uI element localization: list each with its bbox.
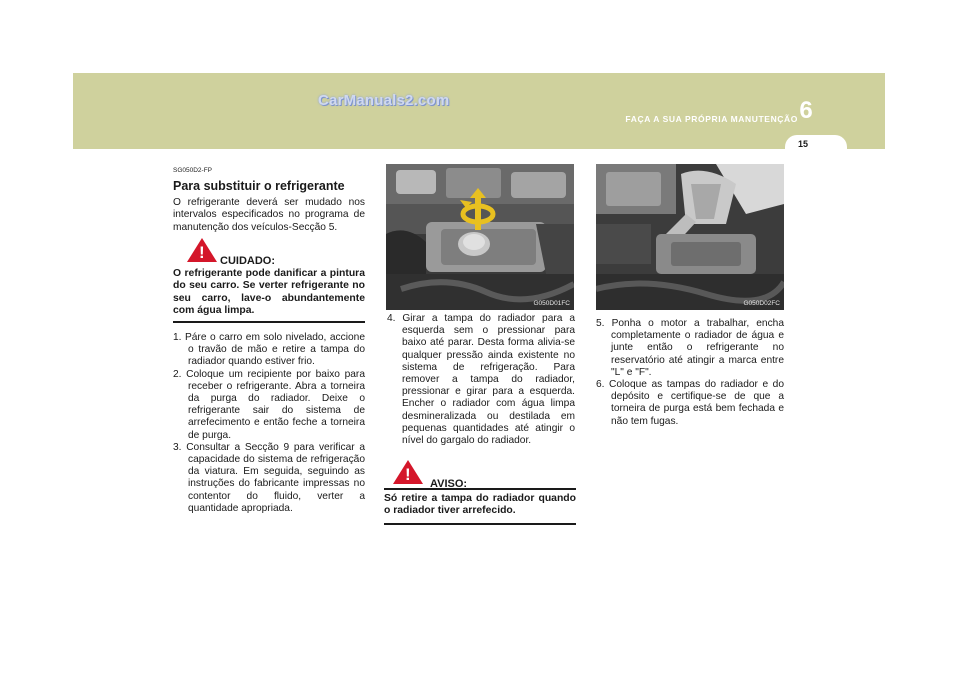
- middle-steps: [387, 313, 575, 447]
- page-number: 15: [797, 139, 808, 149]
- brand-watermark[interactable]: CarManuals2.com: [318, 92, 450, 109]
- left-column: [173, 165, 365, 234]
- step-item: 1. Páre o carro em solo nivelado, accione o travão de mão e retire a tampa do radiador quando estiver frio.: [173, 332, 365, 368]
- warning-label: AVISO:: [430, 478, 468, 490]
- step-item: 3. Consultar a Secção 9 para verificar a capacidade do sistema de refrigeração da viatura. Em seguida, seguindo as instruções do fabricante impressas no contentor do fluido, verter a quantidade apropriada.: [173, 441, 365, 514]
- image-code: G050D02FC: [743, 300, 780, 307]
- warning-header: [384, 458, 576, 490]
- section-title: FAÇA A SUA PRÓPRIA MANUTENÇÃO: [625, 114, 798, 124]
- steps-list: [387, 313, 575, 447]
- chapter-number: 6: [799, 97, 813, 124]
- step-item: 5. Ponha o motor a trabalhar, encha completamente o radiador de água e junte então o refrigerante no reservatório até atingir a marca entre "L" e "F".: [596, 318, 784, 378]
- steps-list: [596, 318, 784, 428]
- header-band: [73, 73, 885, 149]
- steps-list: [173, 332, 365, 515]
- image-code: G050D01FC: [533, 300, 570, 307]
- warning-text: Só retire a tampa do radiador quando o radiador tiver arrefecido.: [384, 493, 576, 525]
- caution-header: [173, 236, 365, 267]
- right-steps: [596, 318, 784, 428]
- warning-box: [384, 458, 576, 525]
- step-item: 4. Girar a tampa do radiador para a esquerda sem o pressionar para baixo até parar. Desta forma alivia-se qualquer pressão ainda existente no sistema de refrigeração. Para remover a tampa do radiador, pressionar e girar para a esquerda. Encher o radiador com água limpa desmineralizada ou destilada em pequenas quantidades até atingir o nível do gargalo do radiador.: [387, 313, 575, 447]
- intro-paragraph: O refrigerante deverá ser mudado nos intervalos especificados no programa de manutenção dos veículos-Secção 5.: [173, 197, 365, 233]
- step-item: 2. Coloque um recipiente por baixo para receber o refrigerante. Abra a torneira da purga do radiador. Deixe o refrigerante sair do sistema de arrefecimento e então feche a torneira de purga.: [173, 368, 365, 441]
- rotate-arrow-icon: [458, 188, 498, 238]
- caution-text: O refrigerante pode danificar a pintura do seu carro. Se verter refrigerante no seu carro, lave-o abundantemente com água limpa.: [173, 268, 365, 317]
- caution-box: [173, 236, 365, 323]
- caution-label: CUIDADO:: [220, 255, 275, 267]
- reference-code: SG050D2-FP: [173, 167, 213, 174]
- radiador-cap-photo: [386, 164, 574, 310]
- exclamation-mark-icon: !: [199, 243, 205, 262]
- section-heading: Para substituir o refrigerante: [173, 179, 345, 194]
- exclamation-mark-icon: !: [405, 465, 411, 484]
- coolant-pour-photo: [596, 164, 784, 310]
- left-steps: [173, 332, 365, 515]
- step-item: 6. Coloque as tampas do radiador e do depósito e certifique-se de que a torneira de purga está bem fechada e não tem fugas.: [596, 379, 784, 427]
